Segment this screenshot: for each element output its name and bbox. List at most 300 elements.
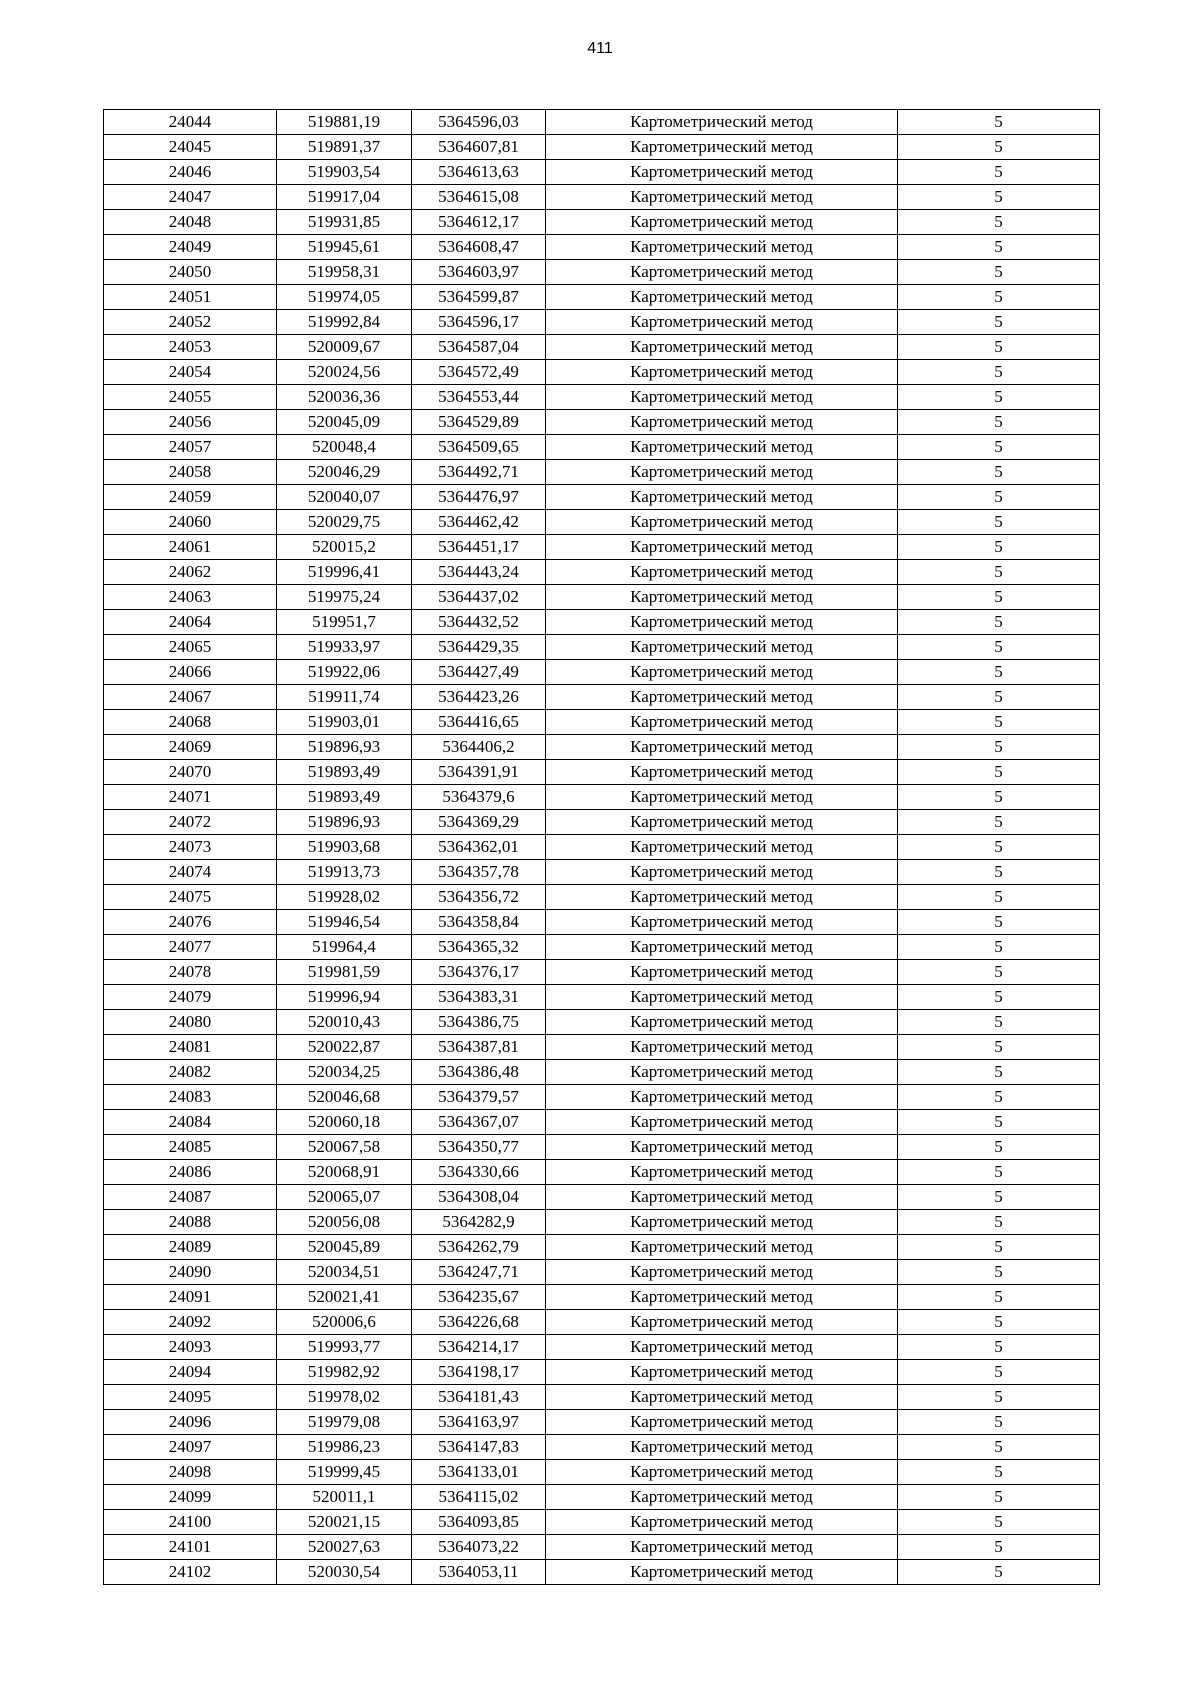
- x-coordinate-cell: 519903,54: [277, 160, 412, 185]
- method-cell: Картометрический метод: [546, 285, 898, 310]
- table-row: [104, 1035, 1100, 1060]
- method-cell: Картометрический метод: [546, 1285, 898, 1310]
- method-cell: Картометрический метод: [546, 1460, 898, 1485]
- y-coordinate-cell: 5364492,71: [412, 460, 546, 485]
- method-cell: Картометрический метод: [546, 835, 898, 860]
- method-cell: Картометрический метод: [546, 260, 898, 285]
- x-coordinate-cell: 520034,51: [277, 1260, 412, 1285]
- x-coordinate-cell: 519999,45: [277, 1460, 412, 1485]
- x-coordinate-cell: 519974,05: [277, 285, 412, 310]
- table-row: [104, 510, 1100, 535]
- method-cell: Картометрический метод: [546, 1510, 898, 1535]
- method-cell: Картометрический метод: [546, 310, 898, 335]
- y-coordinate-cell: 5364365,32: [412, 935, 546, 960]
- x-coordinate-cell: 520021,15: [277, 1510, 412, 1535]
- point-number-cell: 24050: [104, 260, 277, 285]
- y-coordinate-cell: 5364362,01: [412, 835, 546, 860]
- table-row: [104, 1485, 1100, 1510]
- method-cell: Картометрический метод: [546, 1360, 898, 1385]
- method-cell: Картометрический метод: [546, 785, 898, 810]
- table-row: [104, 135, 1100, 160]
- method-cell: Картометрический метод: [546, 685, 898, 710]
- point-number-cell: 24081: [104, 1035, 277, 1060]
- method-cell: Картометрический метод: [546, 1185, 898, 1210]
- method-cell: Картометрический метод: [546, 1135, 898, 1160]
- accuracy-cell: 5: [898, 410, 1100, 435]
- point-number-cell: 24062: [104, 560, 277, 585]
- accuracy-cell: 5: [898, 835, 1100, 860]
- method-cell: Картометрический метод: [546, 485, 898, 510]
- point-number-cell: 24073: [104, 835, 277, 860]
- point-number-cell: 24070: [104, 760, 277, 785]
- accuracy-cell: 5: [898, 1035, 1100, 1060]
- x-coordinate-cell: 520015,2: [277, 535, 412, 560]
- accuracy-cell: 5: [898, 935, 1100, 960]
- accuracy-cell: 5: [898, 1085, 1100, 1110]
- method-cell: Картометрический метод: [546, 1210, 898, 1235]
- x-coordinate-cell: 519881,19: [277, 110, 412, 135]
- y-coordinate-cell: 5364599,87: [412, 285, 546, 310]
- accuracy-cell: 5: [898, 885, 1100, 910]
- x-coordinate-cell: 519911,74: [277, 685, 412, 710]
- x-coordinate-cell: 520046,68: [277, 1085, 412, 1110]
- table-row: [104, 1135, 1100, 1160]
- accuracy-cell: 5: [898, 1185, 1100, 1210]
- table-row: [104, 435, 1100, 460]
- accuracy-cell: 5: [898, 285, 1100, 310]
- x-coordinate-cell: 520045,89: [277, 1235, 412, 1260]
- method-cell: Картометрический метод: [546, 1310, 898, 1335]
- x-coordinate-cell: 520045,09: [277, 410, 412, 435]
- table-row: [104, 485, 1100, 510]
- accuracy-cell: 5: [898, 160, 1100, 185]
- table-row: [104, 1310, 1100, 1335]
- point-number-cell: 24091: [104, 1285, 277, 1310]
- accuracy-cell: 5: [898, 485, 1100, 510]
- coordinates-table: [103, 109, 1100, 1585]
- y-coordinate-cell: 5364509,65: [412, 435, 546, 460]
- table-row: [104, 410, 1100, 435]
- y-coordinate-cell: 5364451,17: [412, 535, 546, 560]
- y-coordinate-cell: 5364437,02: [412, 585, 546, 610]
- table-row: [104, 1160, 1100, 1185]
- method-cell: Картометрический метод: [546, 210, 898, 235]
- x-coordinate-cell: 519945,61: [277, 235, 412, 260]
- x-coordinate-cell: 519979,08: [277, 1410, 412, 1435]
- point-number-cell: 24078: [104, 960, 277, 985]
- method-cell: Картометрический метод: [546, 610, 898, 635]
- x-coordinate-cell: 519903,01: [277, 710, 412, 735]
- method-cell: Картометрический метод: [546, 385, 898, 410]
- method-cell: Картометрический метод: [546, 1160, 898, 1185]
- point-number-cell: 24100: [104, 1510, 277, 1535]
- accuracy-cell: 5: [898, 635, 1100, 660]
- table-row: [104, 1085, 1100, 1110]
- point-number-cell: 24071: [104, 785, 277, 810]
- x-coordinate-cell: 520021,41: [277, 1285, 412, 1310]
- y-coordinate-cell: 5364330,66: [412, 1160, 546, 1185]
- y-coordinate-cell: 5364308,04: [412, 1185, 546, 1210]
- x-coordinate-cell: 519946,54: [277, 910, 412, 935]
- point-number-cell: 24097: [104, 1435, 277, 1460]
- method-cell: Картометрический метод: [546, 810, 898, 835]
- x-coordinate-cell: 519928,02: [277, 885, 412, 910]
- method-cell: Картометрический метод: [546, 1235, 898, 1260]
- x-coordinate-cell: 519964,4: [277, 935, 412, 960]
- y-coordinate-cell: 5364603,97: [412, 260, 546, 285]
- x-coordinate-cell: 519917,04: [277, 185, 412, 210]
- point-number-cell: 24044: [104, 110, 277, 135]
- x-coordinate-cell: 519893,49: [277, 785, 412, 810]
- point-number-cell: 24057: [104, 435, 277, 460]
- table-row: [104, 935, 1100, 960]
- x-coordinate-cell: 519996,41: [277, 560, 412, 585]
- accuracy-cell: 5: [898, 260, 1100, 285]
- method-cell: Картометрический метод: [546, 410, 898, 435]
- x-coordinate-cell: 519982,92: [277, 1360, 412, 1385]
- table-row: [104, 1260, 1100, 1285]
- table-row: [104, 535, 1100, 560]
- x-coordinate-cell: 519933,97: [277, 635, 412, 660]
- y-coordinate-cell: 5364163,97: [412, 1410, 546, 1435]
- accuracy-cell: 5: [898, 1435, 1100, 1460]
- table-row: [104, 235, 1100, 260]
- x-coordinate-cell: 519958,31: [277, 260, 412, 285]
- point-number-cell: 24054: [104, 360, 277, 385]
- point-number-cell: 24101: [104, 1535, 277, 1560]
- accuracy-cell: 5: [898, 335, 1100, 360]
- y-coordinate-cell: 5364356,72: [412, 885, 546, 910]
- accuracy-cell: 5: [898, 385, 1100, 410]
- y-coordinate-cell: 5364391,91: [412, 760, 546, 785]
- y-coordinate-cell: 5364262,79: [412, 1235, 546, 1260]
- x-coordinate-cell: 520011,1: [277, 1485, 412, 1510]
- method-cell: Картометрический метод: [546, 460, 898, 485]
- x-coordinate-cell: 520048,4: [277, 435, 412, 460]
- x-coordinate-cell: 519951,7: [277, 610, 412, 635]
- table-row: [104, 1335, 1100, 1360]
- y-coordinate-cell: 5364367,07: [412, 1110, 546, 1135]
- accuracy-cell: 5: [898, 1235, 1100, 1260]
- accuracy-cell: 5: [898, 235, 1100, 260]
- point-number-cell: 24074: [104, 860, 277, 885]
- y-coordinate-cell: 5364093,85: [412, 1510, 546, 1535]
- point-number-cell: 24072: [104, 810, 277, 835]
- table-row: [104, 1360, 1100, 1385]
- table-row: [104, 785, 1100, 810]
- point-number-cell: 24046: [104, 160, 277, 185]
- method-cell: Картометрический метод: [546, 860, 898, 885]
- y-coordinate-cell: 5364383,31: [412, 985, 546, 1010]
- accuracy-cell: 5: [898, 560, 1100, 585]
- x-coordinate-cell: 519896,93: [277, 810, 412, 835]
- method-cell: Картометрический метод: [546, 160, 898, 185]
- method-cell: Картометрический метод: [546, 335, 898, 360]
- page-number: 411: [587, 40, 613, 57]
- accuracy-cell: 5: [898, 610, 1100, 635]
- x-coordinate-cell: 520065,07: [277, 1185, 412, 1210]
- accuracy-cell: 5: [898, 910, 1100, 935]
- accuracy-cell: 5: [898, 1560, 1100, 1585]
- method-cell: Картометрический метод: [546, 235, 898, 260]
- accuracy-cell: 5: [898, 1535, 1100, 1560]
- y-coordinate-cell: 5364247,71: [412, 1260, 546, 1285]
- method-cell: Картометрический метод: [546, 435, 898, 460]
- method-cell: Картометрический метод: [546, 960, 898, 985]
- y-coordinate-cell: 5364416,65: [412, 710, 546, 735]
- table-row: [104, 385, 1100, 410]
- table-row: [104, 1435, 1100, 1460]
- point-number-cell: 24053: [104, 335, 277, 360]
- y-coordinate-cell: 5364357,78: [412, 860, 546, 885]
- x-coordinate-cell: 520067,58: [277, 1135, 412, 1160]
- method-cell: Картометрический метод: [546, 135, 898, 160]
- accuracy-cell: 5: [898, 1310, 1100, 1335]
- point-number-cell: 24065: [104, 635, 277, 660]
- table-row: [104, 360, 1100, 385]
- x-coordinate-cell: 520036,36: [277, 385, 412, 410]
- accuracy-cell: 5: [898, 1160, 1100, 1185]
- x-coordinate-cell: 520034,25: [277, 1060, 412, 1085]
- x-coordinate-cell: 519922,06: [277, 660, 412, 685]
- accuracy-cell: 5: [898, 1210, 1100, 1235]
- point-number-cell: 24096: [104, 1410, 277, 1435]
- x-coordinate-cell: 519993,77: [277, 1335, 412, 1360]
- table-row: [104, 660, 1100, 685]
- x-coordinate-cell: 519975,24: [277, 585, 412, 610]
- table-row: [104, 160, 1100, 185]
- table-row: [104, 310, 1100, 335]
- table-row: [104, 1210, 1100, 1235]
- x-coordinate-cell: 520006,6: [277, 1310, 412, 1335]
- method-cell: Картометрический метод: [546, 510, 898, 535]
- x-coordinate-cell: 519992,84: [277, 310, 412, 335]
- x-coordinate-cell: 520068,91: [277, 1160, 412, 1185]
- y-coordinate-cell: 5364476,97: [412, 485, 546, 510]
- method-cell: Картометрический метод: [546, 1410, 898, 1435]
- method-cell: Картометрический метод: [546, 1260, 898, 1285]
- point-number-cell: 24079: [104, 985, 277, 1010]
- accuracy-cell: 5: [898, 1385, 1100, 1410]
- table-row: [104, 685, 1100, 710]
- method-cell: Картометрический метод: [546, 1110, 898, 1135]
- accuracy-cell: 5: [898, 760, 1100, 785]
- accuracy-cell: 5: [898, 310, 1100, 335]
- y-coordinate-cell: 5364462,42: [412, 510, 546, 535]
- table-row: [104, 910, 1100, 935]
- method-cell: Картометрический метод: [546, 885, 898, 910]
- x-coordinate-cell: 520027,63: [277, 1535, 412, 1560]
- table-row: [104, 335, 1100, 360]
- method-cell: Картометрический метод: [546, 735, 898, 760]
- method-cell: Картометрический метод: [546, 585, 898, 610]
- point-number-cell: 24083: [104, 1085, 277, 1110]
- x-coordinate-cell: 520029,75: [277, 510, 412, 535]
- method-cell: Картометрический метод: [546, 1035, 898, 1060]
- point-number-cell: 24063: [104, 585, 277, 610]
- accuracy-cell: 5: [898, 860, 1100, 885]
- table-row: [104, 1410, 1100, 1435]
- accuracy-cell: 5: [898, 135, 1100, 160]
- y-coordinate-cell: 5364350,77: [412, 1135, 546, 1160]
- x-coordinate-cell: 519986,23: [277, 1435, 412, 1460]
- method-cell: Картометрический метод: [546, 560, 898, 585]
- y-coordinate-cell: 5364529,89: [412, 410, 546, 435]
- y-coordinate-cell: 5364432,52: [412, 610, 546, 635]
- method-cell: Картометрический метод: [546, 1435, 898, 1460]
- accuracy-cell: 5: [898, 960, 1100, 985]
- method-cell: Картометрический метод: [546, 1535, 898, 1560]
- accuracy-cell: 5: [898, 1485, 1100, 1510]
- point-number-cell: 24068: [104, 710, 277, 735]
- table-row: [104, 735, 1100, 760]
- point-number-cell: 24051: [104, 285, 277, 310]
- table-row: [104, 710, 1100, 735]
- method-cell: Картометрический метод: [546, 635, 898, 660]
- table-row: [104, 885, 1100, 910]
- accuracy-cell: 5: [898, 510, 1100, 535]
- point-number-cell: 24069: [104, 735, 277, 760]
- y-coordinate-cell: 5364613,63: [412, 160, 546, 185]
- accuracy-cell: 5: [898, 535, 1100, 560]
- y-coordinate-cell: 5364053,11: [412, 1560, 546, 1585]
- y-coordinate-cell: 5364235,67: [412, 1285, 546, 1310]
- table-row: [104, 585, 1100, 610]
- point-number-cell: 24047: [104, 185, 277, 210]
- table-row: [104, 110, 1100, 135]
- y-coordinate-cell: 5364147,83: [412, 1435, 546, 1460]
- y-coordinate-cell: 5364427,49: [412, 660, 546, 685]
- point-number-cell: 24090: [104, 1260, 277, 1285]
- accuracy-cell: 5: [898, 660, 1100, 685]
- accuracy-cell: 5: [898, 1285, 1100, 1310]
- point-number-cell: 24055: [104, 385, 277, 410]
- y-coordinate-cell: 5364572,49: [412, 360, 546, 385]
- y-coordinate-cell: 5364386,48: [412, 1060, 546, 1085]
- method-cell: Картометрический метод: [546, 985, 898, 1010]
- table-row: [104, 860, 1100, 885]
- table-row: [104, 285, 1100, 310]
- table-row: [104, 1235, 1100, 1260]
- y-coordinate-cell: 5364073,22: [412, 1535, 546, 1560]
- accuracy-cell: 5: [898, 1335, 1100, 1360]
- method-cell: Картометрический метод: [546, 935, 898, 960]
- accuracy-cell: 5: [898, 110, 1100, 135]
- table-row: [104, 1285, 1100, 1310]
- accuracy-cell: 5: [898, 985, 1100, 1010]
- point-number-cell: 24056: [104, 410, 277, 435]
- x-coordinate-cell: 520009,67: [277, 335, 412, 360]
- x-coordinate-cell: 520010,43: [277, 1010, 412, 1035]
- table-row: [104, 210, 1100, 235]
- coordinates-table-body: [104, 110, 1100, 1585]
- table-row: [104, 185, 1100, 210]
- y-coordinate-cell: 5364443,24: [412, 560, 546, 585]
- point-number-cell: 24049: [104, 235, 277, 260]
- method-cell: Картометрический метод: [546, 1060, 898, 1085]
- table-row: [104, 635, 1100, 660]
- point-number-cell: 24080: [104, 1010, 277, 1035]
- x-coordinate-cell: 519903,68: [277, 835, 412, 860]
- y-coordinate-cell: 5364386,75: [412, 1010, 546, 1035]
- method-cell: Картометрический метод: [546, 1385, 898, 1410]
- point-number-cell: 24077: [104, 935, 277, 960]
- accuracy-cell: 5: [898, 1360, 1100, 1385]
- y-coordinate-cell: 5364615,08: [412, 185, 546, 210]
- x-coordinate-cell: 519978,02: [277, 1385, 412, 1410]
- point-number-cell: 24086: [104, 1160, 277, 1185]
- y-coordinate-cell: 5364358,84: [412, 910, 546, 935]
- point-number-cell: 24048: [104, 210, 277, 235]
- accuracy-cell: 5: [898, 1260, 1100, 1285]
- point-number-cell: 24092: [104, 1310, 277, 1335]
- y-coordinate-cell: 5364115,02: [412, 1485, 546, 1510]
- point-number-cell: 24089: [104, 1235, 277, 1260]
- method-cell: Картометрический метод: [546, 185, 898, 210]
- table-row: [104, 1460, 1100, 1485]
- point-number-cell: 24066: [104, 660, 277, 685]
- x-coordinate-cell: 519996,94: [277, 985, 412, 1010]
- y-coordinate-cell: 5364612,17: [412, 210, 546, 235]
- table-row: [104, 1560, 1100, 1585]
- point-number-cell: 24095: [104, 1385, 277, 1410]
- method-cell: Картометрический метод: [546, 910, 898, 935]
- accuracy-cell: 5: [898, 785, 1100, 810]
- point-number-cell: 24082: [104, 1060, 277, 1085]
- point-number-cell: 24084: [104, 1110, 277, 1135]
- point-number-cell: 24094: [104, 1360, 277, 1385]
- method-cell: Картометрический метод: [546, 660, 898, 685]
- y-coordinate-cell: 5364406,2: [412, 735, 546, 760]
- method-cell: Картометрический метод: [546, 1560, 898, 1585]
- point-number-cell: 24087: [104, 1185, 277, 1210]
- x-coordinate-cell: 520046,29: [277, 460, 412, 485]
- method-cell: Картометрический метод: [546, 1085, 898, 1110]
- x-coordinate-cell: 519931,85: [277, 210, 412, 235]
- x-coordinate-cell: 520022,87: [277, 1035, 412, 1060]
- point-number-cell: 24061: [104, 535, 277, 560]
- point-number-cell: 24058: [104, 460, 277, 485]
- accuracy-cell: 5: [898, 1410, 1100, 1435]
- point-number-cell: 24064: [104, 610, 277, 635]
- y-coordinate-cell: 5364596,17: [412, 310, 546, 335]
- y-coordinate-cell: 5364587,04: [412, 335, 546, 360]
- x-coordinate-cell: 519896,93: [277, 735, 412, 760]
- y-coordinate-cell: 5364607,81: [412, 135, 546, 160]
- accuracy-cell: 5: [898, 1460, 1100, 1485]
- accuracy-cell: 5: [898, 210, 1100, 235]
- x-coordinate-cell: 519981,59: [277, 960, 412, 985]
- table-row: [104, 835, 1100, 860]
- table-row: [104, 1510, 1100, 1535]
- point-number-cell: 24060: [104, 510, 277, 535]
- accuracy-cell: 5: [898, 1110, 1100, 1135]
- table-row: [104, 1060, 1100, 1085]
- y-coordinate-cell: 5364226,68: [412, 1310, 546, 1335]
- y-coordinate-cell: 5364379,6: [412, 785, 546, 810]
- point-number-cell: 24052: [104, 310, 277, 335]
- accuracy-cell: 5: [898, 685, 1100, 710]
- x-coordinate-cell: 519913,73: [277, 860, 412, 885]
- method-cell: Картометрический метод: [546, 710, 898, 735]
- table-row: [104, 1010, 1100, 1035]
- accuracy-cell: 5: [898, 1135, 1100, 1160]
- method-cell: Картометрический метод: [546, 1010, 898, 1035]
- y-coordinate-cell: 5364423,26: [412, 685, 546, 710]
- x-coordinate-cell: 520024,56: [277, 360, 412, 385]
- point-number-cell: 24102: [104, 1560, 277, 1585]
- y-coordinate-cell: 5364387,81: [412, 1035, 546, 1060]
